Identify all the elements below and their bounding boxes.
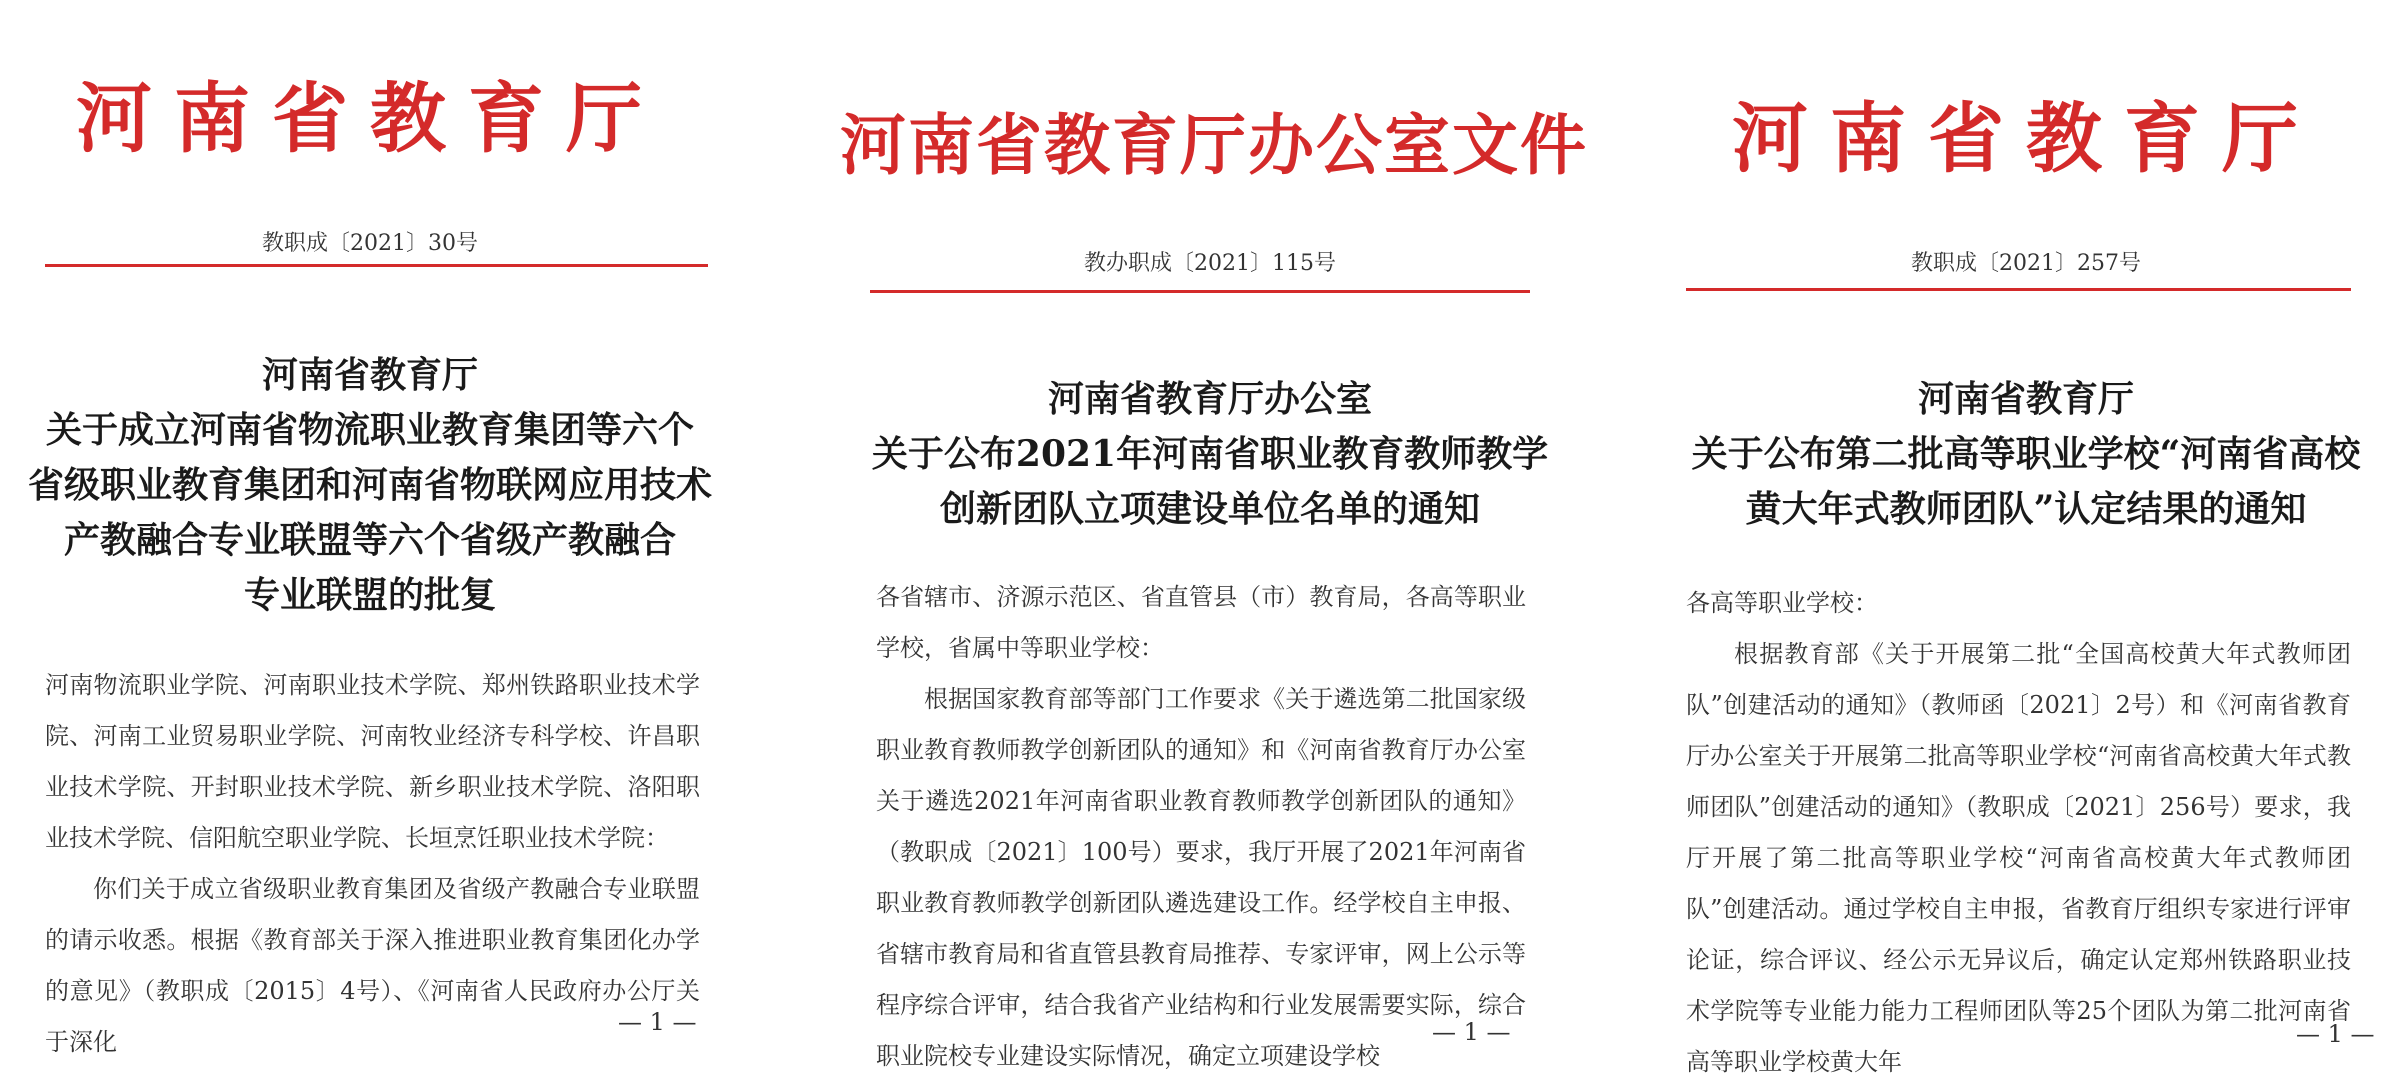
title-line: 河南省教育厅: [1917, 378, 2134, 420]
body-paragraph: 根据教育部《关于开展第二批“全国高校黄大年式教师团队”创建活动的通知》（教师函〔2021〕2号）和《河南省教育厅办公室关于开展第二批高等职业学校“河南省高校黄大年式教师团队”创建活动的通知》（教职成〔2021〕256号）要求，我厅开展了第二批高等职业学校“河南省高校黄大年式教师团队”创建活动。通过学校自主申报，省教育厅组织专家进行评审论证，综合评议、经公示无异议后，确定认定郑州铁路职业技术学院等专业能力能力工程师团队等25个团队为第二批河南省高等职业学校黄大年: [1686, 640, 2351, 1076]
red-divider: [870, 290, 1530, 293]
title-line: 黄大年式教师团队”认定结果的通知: [1745, 488, 2307, 530]
page-number: — 1 —: [2296, 1020, 2375, 1048]
doc-title: [840, 372, 1580, 537]
title-line: 关于公布第二批高等职业学校“河南省高校: [1691, 433, 2361, 475]
title-line: 创新团队立项建设单位名单的通知: [939, 488, 1480, 530]
document-page-3: [1660, 0, 2392, 1080]
addressee-paragraph: 各高等职业学校：: [1686, 589, 1878, 617]
doc-number: 教办职成〔2021〕115号: [1084, 251, 1336, 276]
body-paragraph: 根据国家教育部等部门工作要求《关于遴选第二批国家级职业教育教师教学创新团队的通知》和《河南省教育厅办公室关于遴选2021年河南省职业教育教师教学创新团队的通知》（教职成〔2021〕100号）要求，我厅开展了2021年河南省职业教育教师教学创新团队遴选建设工作。经学校自主申报、省辖市教育局和省直管县教育局推荐、专家评审，网上公示等程序综合评审，结合我省产业结构和行业发展需要实际，综合职业院校专业建设实际情况，确定立项建设学校: [876, 685, 1526, 1070]
doc-number: 教职成〔2021〕257号: [1911, 251, 2141, 276]
title-line: 专业联盟的批复: [243, 574, 496, 616]
addressee-paragraph: 河南物流职业学院、河南职业技术学院、郑州铁路职业技术学院、河南工业贸易职业学院、河南牧业经济专科学校、许昌职业技术学院、开封职业技术学院、新乡职业技术学院、洛阳职业技术学院、信阳航空职业学院、长垣烹饪职业技术学院：: [45, 671, 700, 852]
title-line: 关于成立河南省物流职业教育集团等六个: [45, 409, 694, 451]
doc-body: [876, 572, 1526, 1070]
doc-body: [1686, 578, 2351, 1076]
title-line: 河南省教育厅: [261, 354, 478, 396]
doc-header: 河南省教育厅办公室文件: [840, 106, 1588, 184]
title-line: 关于公布2021年河南省职业教育教师教学: [871, 433, 1549, 475]
addressee-paragraph: 各省辖市、济源示范区、省直管县（市）教育局，各高等职业学校，省属中等职业学校：: [876, 583, 1526, 662]
doc-body: [45, 660, 700, 1056]
page-number: — 1 —: [1432, 1018, 1511, 1046]
doc-header: 河南省教育厅: [1732, 94, 2320, 183]
document-page-2: [840, 0, 1588, 1080]
page-number: — 1 —: [618, 1008, 697, 1036]
doc-title: [0, 348, 740, 623]
doc-title: [1660, 372, 2392, 537]
title-line: 产教融合专业联盟等六个省级产教融合: [63, 519, 676, 561]
doc-header: 河南省教育厅: [76, 74, 664, 163]
body-paragraph: 你们关于成立省级职业教育集团及省级产教融合专业联盟的请示收悉。根据《教育部关于深入推进职业教育集团化办学的意见》（教职成〔2015〕4号）、《河南省人民政府办公厅关于深化: [45, 875, 700, 1056]
red-divider: [45, 264, 708, 267]
title-line: 省级职业教育集团和河南省物联网应用技术: [27, 464, 712, 506]
doc-number: 教职成〔2021〕30号: [262, 231, 478, 256]
document-page-1: [0, 0, 740, 1080]
red-divider: [1686, 288, 2351, 291]
title-line: 河南省教育厅办公室: [1047, 378, 1372, 420]
